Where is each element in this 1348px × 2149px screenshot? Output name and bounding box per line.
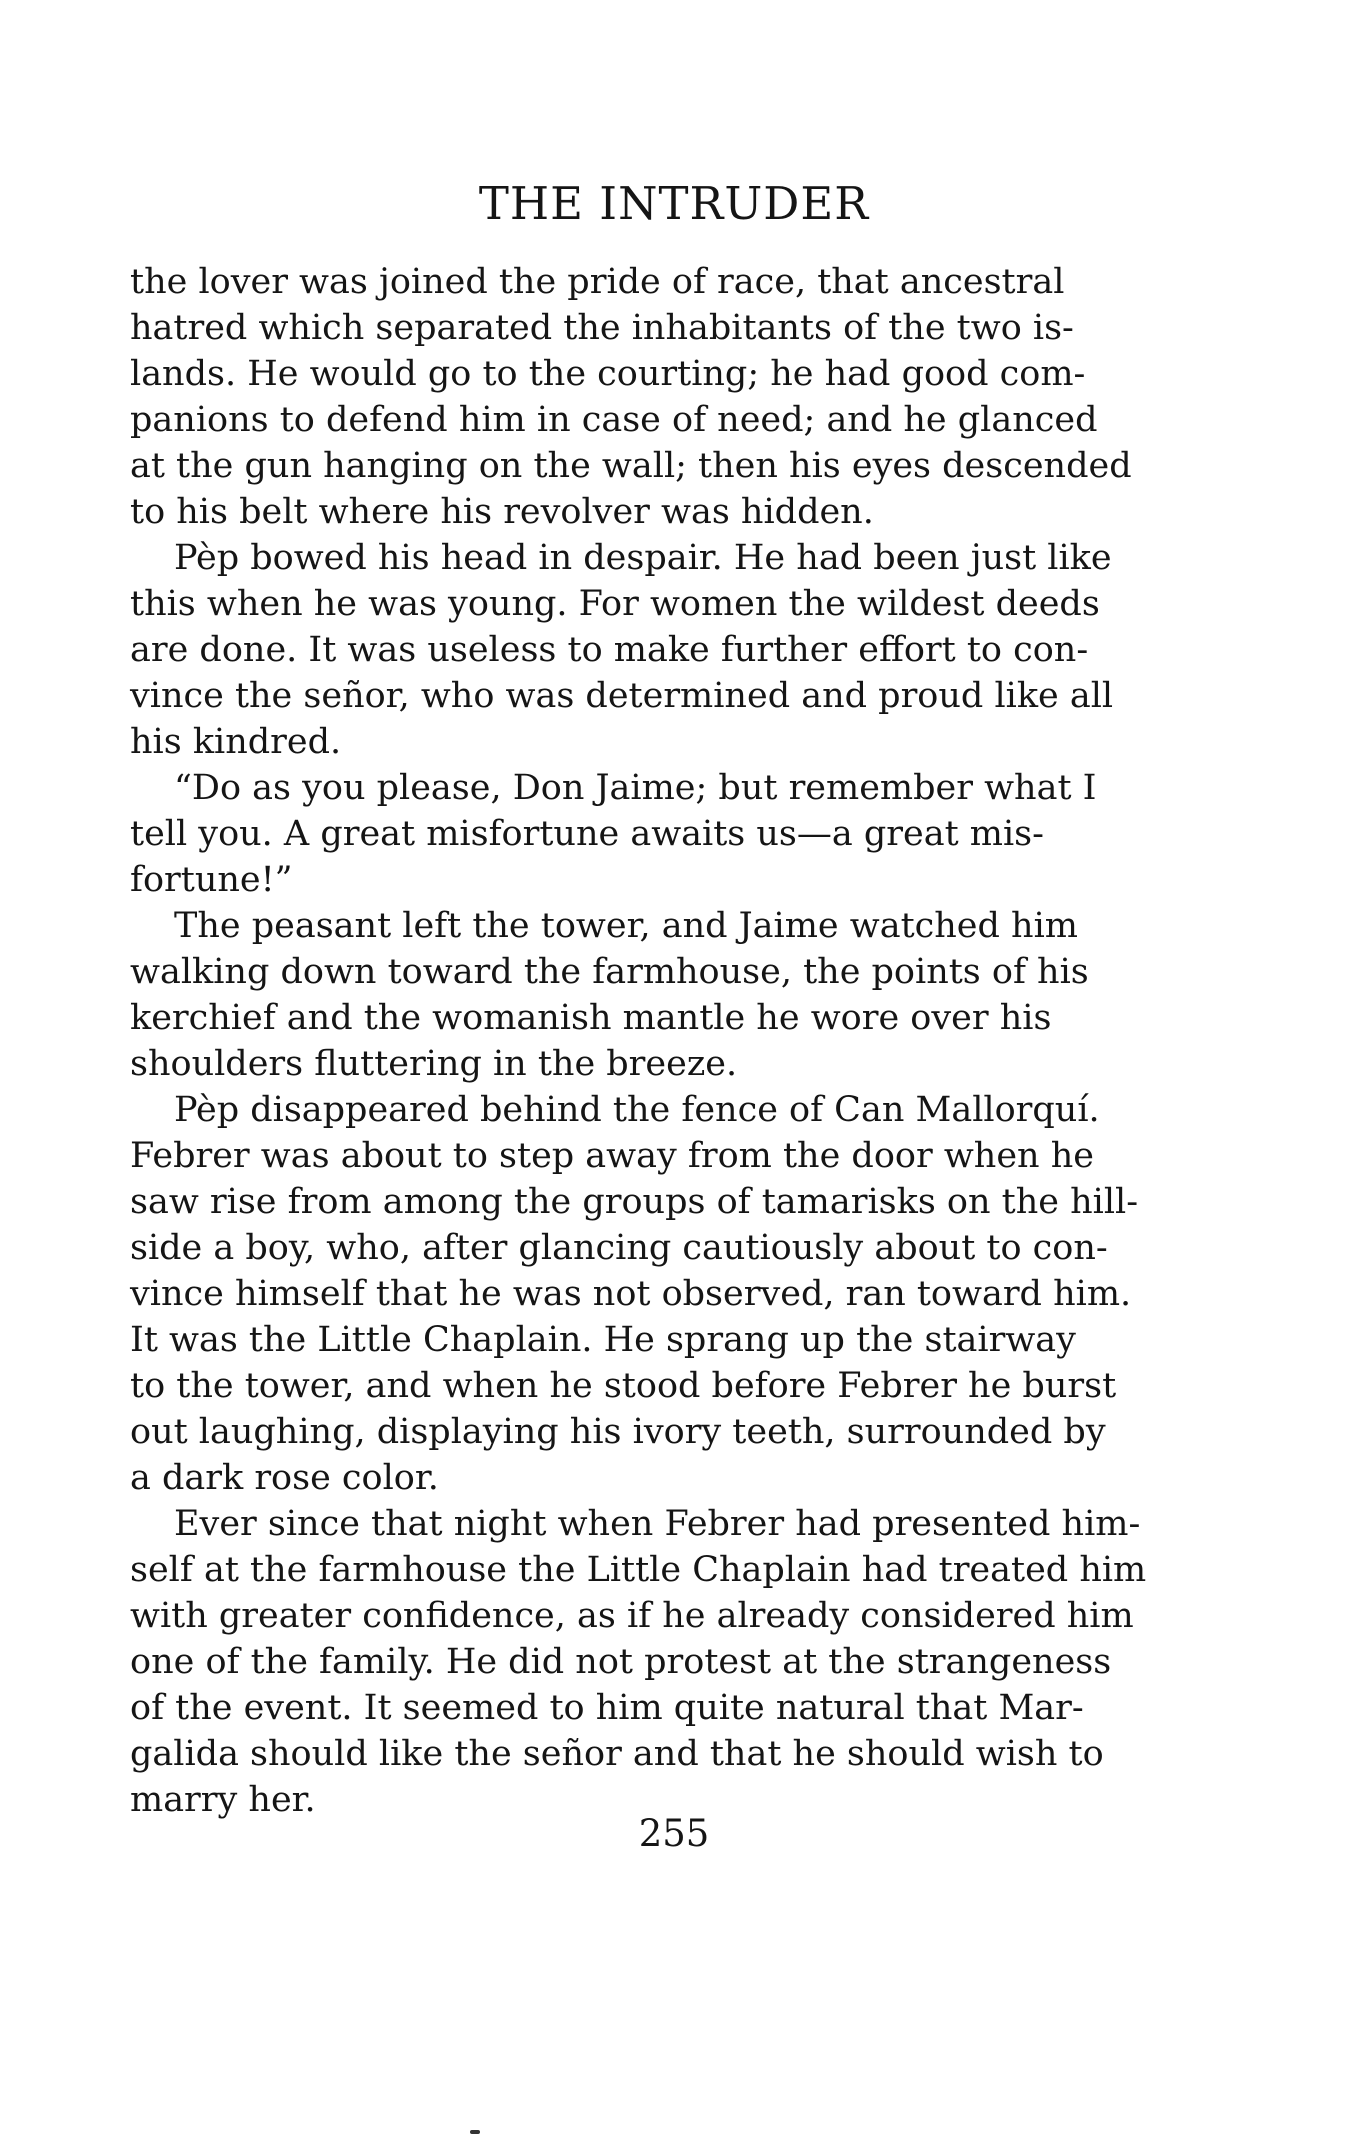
text-line: panions to defend him in case of need; and he glanced <box>130 400 1098 440</box>
text-line: lands. He would go to the courting; he had good com- <box>130 354 1086 394</box>
text-line: saw rise from among the groups of tamarisks on the hill- <box>130 1182 1139 1222</box>
print-speck-mark <box>470 2130 480 2134</box>
text-line: one of the family. He did not protest at the strangeness <box>130 1642 1112 1682</box>
text-line: the lover was joined the pride of race, that ancestral <box>130 262 1065 302</box>
text-line: vince the señor, who was determined and proud like all <box>130 676 1114 716</box>
text-line: tell you. A great misfortune awaits us—a great mis- <box>130 814 1044 854</box>
text-line: of the event. It seemed to him quite natural that Mar- <box>130 1688 1084 1728</box>
text-line: galida should like the señor and that he should wish to <box>130 1734 1104 1774</box>
text-line: out laughing, displaying his ivory teeth, surrounded by <box>130 1412 1106 1452</box>
text-line: this when he was young. For women the wildest deeds <box>130 584 1100 624</box>
running-head-title: THE INTRUDER <box>478 177 870 230</box>
paragraph-first-line: Pèp bowed his head in despair. He had been just like <box>174 538 1112 578</box>
paragraph-first-line: The peasant left the tower, and Jaime watched him <box>174 906 1078 946</box>
text-line: at the gun hanging on the wall; then his eyes descended <box>130 446 1132 486</box>
text-line: a dark rose color. <box>130 1458 439 1498</box>
text-line: side a boy, who, after glancing cautiously about to con- <box>130 1228 1108 1268</box>
text-line: hatred which separated the inhabitants of the two is- <box>130 308 1074 348</box>
text-line: self at the farmhouse the Little Chaplain had treated him <box>130 1550 1147 1590</box>
text-line: are done. It was useless to make further effort to con- <box>130 630 1089 670</box>
body-text <box>130 259 1180 1823</box>
text-line: to his belt where his revolver was hidden. <box>130 492 874 532</box>
text-line: marry her. <box>130 1780 316 1820</box>
text-line: with greater confidence, as if he already considered him <box>130 1596 1134 1636</box>
text-line: kerchief and the womanish mantle he wore over his <box>130 998 1052 1038</box>
text-line: walking down toward the farmhouse, the points of his <box>130 952 1089 992</box>
text-line: his kindred. <box>130 722 342 762</box>
text-line: to the tower, and when he stood before Febrer he burst <box>130 1366 1117 1406</box>
text-line: shoulders fluttering in the breeze. <box>130 1044 738 1084</box>
text-line: fortune!” <box>130 860 293 900</box>
text-line: Febrer was about to step away from the door when he <box>130 1136 1094 1176</box>
paragraph-first-line: Ever since that night when Febrer had presented him- <box>174 1504 1141 1544</box>
paragraph-first-line: Pèp disappeared behind the fence of Can Mallorquí. <box>174 1090 1100 1130</box>
page-number: 255 <box>638 1812 710 1855</box>
paragraph-first-line: “Do as you please, Don Jaime; but remember what I <box>174 768 1097 808</box>
text-line: It was the Little Chaplain. He sprang up the stairway <box>130 1320 1076 1360</box>
text-line: vince himself that he was not observed, ran toward him. <box>130 1274 1132 1314</box>
